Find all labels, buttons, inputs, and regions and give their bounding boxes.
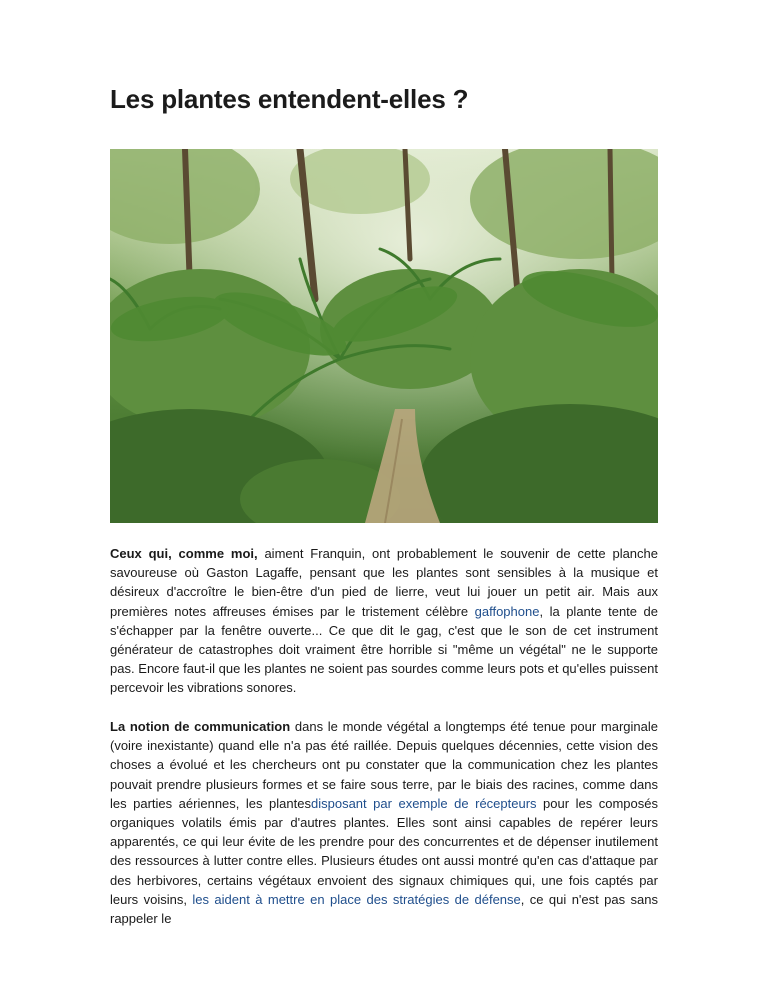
paragraph-1 bbox=[110, 544, 658, 698]
link-recepteurs[interactable]: disposant par exemple de récepteurs bbox=[310, 795, 537, 811]
paragraph-text: dans le monde végétal a longtemps été tenue pour marginale (voire inexistante) quand elle n'a pas été raillée. Depuis quelques décennies, cette vision des choses a évolué et les chercheurs ont pu constater que la communication chez les plantes pouvait prendre plusieurs formes et se faire sous terre, par le biais des racines, comme dans les parties aériennes, les plantes bbox=[110, 719, 658, 811]
paragraph-2 bbox=[110, 717, 658, 928]
paragraph-text: pour les composés organiques volatils émis par d'autres plantes. Elles sont ainsi capables de repérer leurs apparentés, ce qui leur évite de les prendre pour des concurrentes et de dépenser inutilement des ressources à lutter contre elles. Plusieurs études ont aussi montré qu'en cas d'attaque par des herbivores, certains végétaux envoient des signaux chimiques qui, une fois captés par leurs voisins, bbox=[110, 795, 658, 907]
paragraph-text: , la plante tente de s'échapper par la fenêtre ouverte... Ce que dit le gag, c'est que le son de cet instrument générateur de catastrophes doit vraiment être horrible si "même un végétal" ne le supporte pas. Encore faut-il que les plantes ne soient pas sourdes comme leurs pots et qu'elles puissent percevoir les vibrations sonores. bbox=[110, 603, 658, 696]
link-strategies-defense[interactable]: les aident à mettre en place des stratégies de défense bbox=[192, 891, 521, 907]
forest-photo bbox=[110, 149, 658, 523]
article-title: Les plantes entendent-elles ? bbox=[110, 84, 469, 114]
lead-text: Ceux qui, comme moi, bbox=[110, 546, 258, 561]
link-gaffophone[interactable]: gaffophone bbox=[474, 603, 540, 619]
lead-text: La notion de communication bbox=[110, 719, 291, 734]
paragraph-text: , ce qui n'est pas sans rappeler le bbox=[110, 891, 658, 927]
forest-illustration bbox=[110, 149, 658, 523]
paragraph-text: aiment Franquin, ont probablement le souvenir de cette planche savoureuse où Gaston Lagaffe, pensant que les plantes sont sensibles à la musique et désireux d'accroître le bien-être d'un pied de lierre, veut lui jouer un petit air. Mais aux premières notes affreuses émises par le tristement célèbre bbox=[110, 546, 658, 619]
